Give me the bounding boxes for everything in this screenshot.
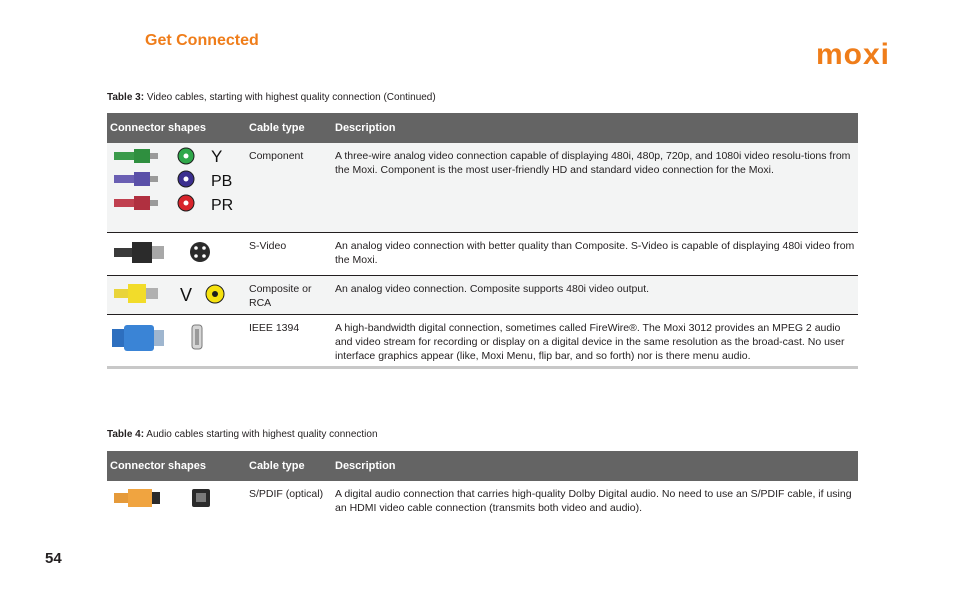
label-v: V	[180, 284, 193, 305]
logo-text: moxi	[816, 40, 891, 68]
composite-connector-image	[110, 280, 234, 310]
col-cable-type: Cable type	[246, 451, 332, 481]
table-row	[107, 314, 858, 367]
col-description: Description	[332, 451, 858, 481]
svideo-shape-cell	[107, 232, 246, 275]
label-pb: PB	[211, 173, 233, 190]
label-y: Y	[211, 147, 223, 166]
table-header-row	[107, 113, 858, 143]
description-composite: An analog video connection. Composite supports 480i video output.	[332, 275, 858, 314]
table3-caption: Table 3: Video cables, starting with highest quality connection (Continued)	[107, 92, 436, 103]
page-number: 54	[45, 550, 62, 567]
label-pr: PR	[211, 197, 234, 214]
table-header-row	[107, 451, 858, 481]
section-title: Get Connected	[145, 32, 259, 49]
col-description: Description	[332, 113, 858, 143]
component-shape-cell	[107, 143, 246, 232]
composite-shape-cell	[107, 275, 246, 314]
component-plug-blue	[114, 172, 158, 186]
description-ieee1394: A high-bandwidth digital connection, sometimes called FireWire®. The Moxi 3012 provides an MPEG 2 audio and video stream for recording or display on a digital device in the same resolution as the broad-cast. No user interface graphics appear (like, Moxi Menu, flip bar, and so forth) nor is there menu audio.	[332, 314, 858, 367]
spdif-shape-cell	[107, 481, 246, 521]
col-connector-shapes: Connector shapes	[107, 451, 246, 481]
description-spdif: A digital audio connection that carries high-quality Dolby Digital audio. No need to use an S/PDIF cable, if using an HDMI video cable connection (transmits both video and audio).	[335, 488, 852, 514]
table-row	[107, 232, 858, 275]
cable-type-composite: Composite or RCA	[246, 275, 332, 314]
component-plug-green	[114, 149, 158, 163]
description-svideo: An analog video connection with better quality than Composite. S-Video is capable of displaying 480i video from the Moxi.	[332, 232, 858, 275]
svideo-connector-image	[110, 237, 234, 269]
component-connector-image	[110, 147, 234, 219]
cable-type-component: Component	[246, 143, 332, 232]
spdif-connector-image	[110, 485, 234, 513]
table4-caption: Table 4: Audio cables starting with highest quality connection	[107, 429, 378, 440]
ieee1394-shape-cell	[107, 314, 246, 367]
table-row	[107, 481, 858, 521]
description-component: A three-wire analog video connection capable of displaying 480i, 480p, 720p, and 1080i video resolu-tions from the Moxi. Component is the most user-friendly HD and standard video connection for the Moxi.	[332, 143, 858, 232]
video-cables-table	[107, 113, 858, 369]
table-row	[107, 275, 858, 314]
col-cable-type: Cable type	[246, 113, 332, 143]
cable-type-ieee1394: IEEE 1394	[246, 314, 332, 367]
moxi-logo	[816, 40, 904, 68]
cable-type-svideo: S-Video	[246, 232, 332, 275]
table-row	[107, 143, 858, 232]
cable-type-spdif: S/PDIF (optical)	[249, 488, 324, 500]
svideo-jack-icon	[190, 242, 210, 262]
ieee1394-connector-image	[110, 319, 234, 359]
component-plug-red	[114, 196, 158, 210]
col-connector-shapes: Connector shapes	[107, 113, 246, 143]
audio-cables-table	[107, 451, 858, 521]
